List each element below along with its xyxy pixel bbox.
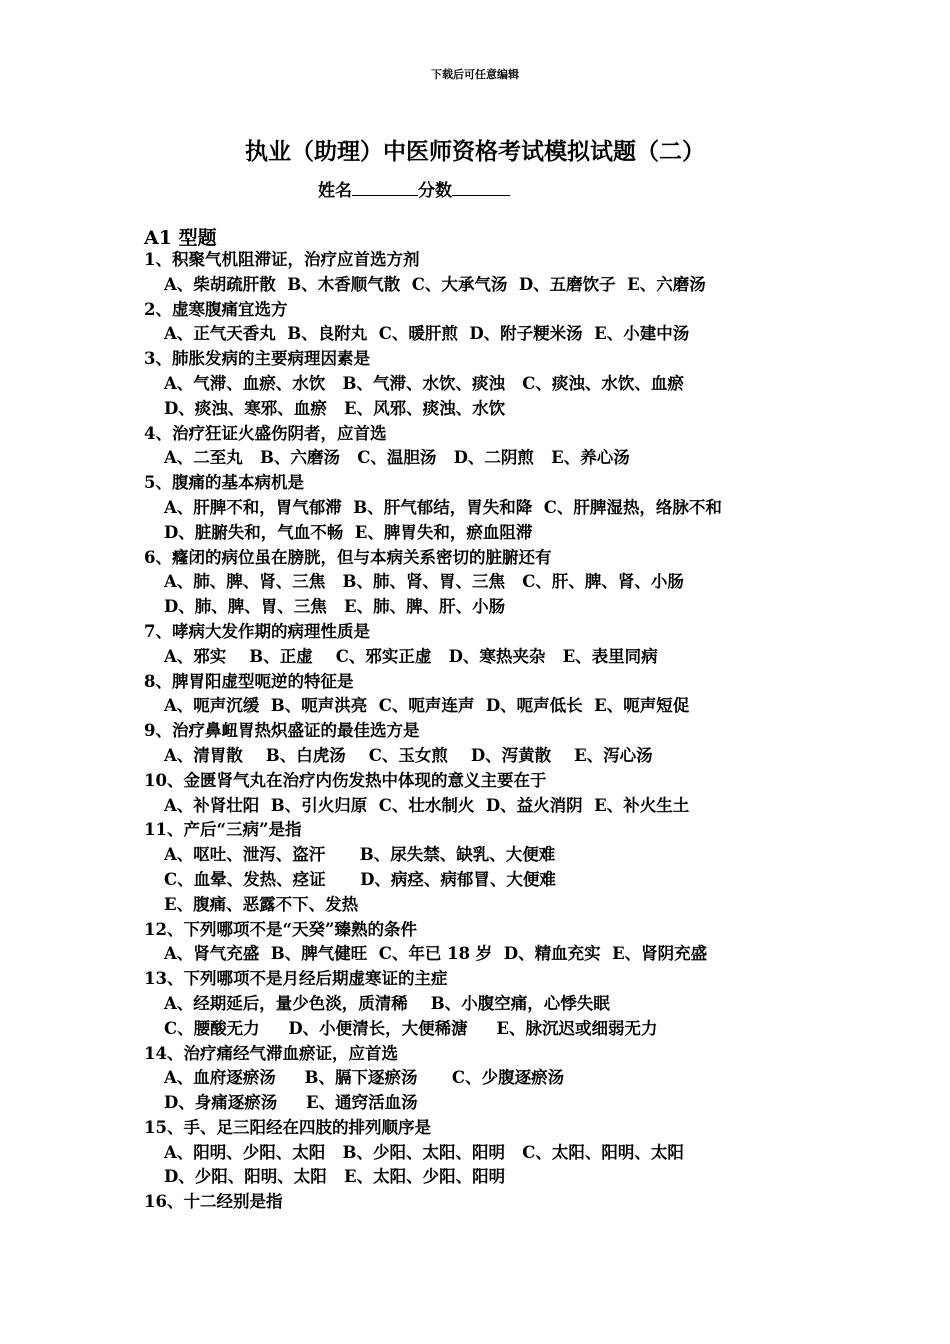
name-label: 姓名: [318, 181, 352, 201]
question-options: D、少阳、阳明、太阳 E、太阳、少阳、阳明: [164, 1167, 506, 1187]
question-options: C、腰酸无力 D、小便清长，大便稀溏 E、脉沉迟或细弱无力: [164, 1018, 658, 1038]
question-options: D、痰浊、寒邪、血瘀 E、风邪、痰浊、水饮: [164, 398, 506, 418]
question-stem: 14、治疗痛经气滞血瘀证，应首选: [144, 1043, 398, 1063]
question-options: C、血晕、发热、痉证 D、病痉、病郁冒、大便难: [164, 869, 556, 889]
question-stem: 5、腹痛的基本病机是: [144, 473, 304, 493]
question-stem: 16、十二经别是指: [144, 1192, 283, 1212]
question-stem: 2、虚寒腹痛宜选方: [144, 299, 288, 319]
question-options: A、二至丸 B、六磨汤 C、温胆汤 D、二阴煎 E、养心汤: [164, 448, 630, 468]
question-options: A、经期延后，量少色淡，质清稀 B、小腹空痛，心悸失眠: [164, 993, 610, 1013]
name-blank[interactable]: [352, 178, 418, 196]
question-options: D、脏腑失和，气血不畅 E、脾胃失和，瘀血阻滞: [164, 522, 533, 542]
question-stem: 8、脾胃阳虚型呃逆的特征是: [144, 671, 354, 691]
question-options: A、肾气充盛 B、脾气健旺 C、年已 18 岁 D、精血充实 E、肾阴充盛: [164, 944, 708, 964]
question-options: A、清胃散 B、白虎汤 C、玉女煎 D、泻黄散 E、泻心汤: [164, 745, 653, 765]
score-label: 分数: [418, 181, 452, 201]
question-options: E、腹痛、恶露不下、发热: [164, 894, 359, 914]
question-options: A、柴胡疏肝散 B、木香顺气散 C、大承气汤 D、五磨饮子 E、六磨汤: [164, 274, 706, 294]
question-stem: 9、治疗鼻衄胃热炽盛证的最佳选方是: [144, 721, 420, 741]
question-options: A、肺、脾、肾、三焦 B、肺、肾、胃、三焦 C、肝、脾、肾、小肠: [164, 572, 684, 592]
name-score-line: [318, 176, 510, 201]
question-options: A、呃声沉缓 B、呃声洪亮 C、呃声连声 D、呃声低长 E、呃声短促: [164, 696, 690, 716]
header-note: 下载后可任意编辑: [431, 68, 519, 81]
question-list: [144, 248, 864, 1215]
question-stem: 13、下列哪项不是月经后期虚寒证的主症: [144, 969, 448, 989]
question-stem: 3、肺胀发病的主要病理因素是: [144, 349, 370, 369]
question-stem: 10、金匮肾气丸在治疗内伤发热中体现的意义主要在于: [144, 770, 547, 790]
question-options: A、血府逐瘀汤 B、膈下逐瘀汤 C、少腹逐瘀汤: [164, 1068, 565, 1088]
question-stem: 4、治疗狂证火盛伤阴者，应首选: [144, 423, 387, 443]
question-options: A、呕吐、泄泻、盗汗 B、尿失禁、缺乳、大便难: [164, 845, 556, 865]
page-title: 执业（助理）中医师资格考试模拟试题（二）: [245, 138, 705, 165]
question-options: A、邪实 B、正虚 C、邪实正虚 D、寒热夹杂 E、表里同病: [164, 646, 658, 666]
question-options: A、正气天香丸 B、良附丸 C、暖肝煎 D、附子粳米汤 E、小建中汤: [164, 324, 690, 344]
question-stem: 1、积聚气机阻滞证，治疗应首选方剂: [144, 250, 420, 269]
question-options: A、气滞、血瘀、水饮 B、气滞、水饮、痰浊 C、痰浊、水饮、血瘀: [164, 373, 684, 393]
question-options: D、身痛逐瘀汤 E、通窍活血汤: [164, 1093, 418, 1113]
section-heading: A1 型题: [144, 227, 217, 249]
question-options: A、补肾壮阳 B、引火归原 C、壮水制火 D、益火消阴 E、补火生土: [164, 795, 690, 815]
question-options: A、阳明、少阳、太阳 B、少阳、太阳、阳明 C、太阳、阳明、太阳: [164, 1142, 684, 1162]
question-stem: 6、癃闭的病位虽在膀胱，但与本病关系密切的脏腑还有: [144, 547, 552, 567]
question-stem: 11、产后“三病”是指: [144, 820, 302, 840]
question-options: A、肝脾不和，胃气郁滞 B、肝气郁结，胃失和降 C、肝脾湿热，络脉不和: [164, 497, 722, 517]
question-stem: 12、下列哪项不是“天癸”臻熟的条件: [144, 919, 417, 939]
question-stem: 7、哮病大发作期的病理性质是: [144, 621, 370, 641]
question-options: D、肺、脾、胃、三焦 E、肺、脾、肝、小肠: [164, 597, 506, 617]
score-blank[interactable]: [452, 178, 510, 196]
question-stem: 15、手、足三阳经在四肢的排列顺序是: [144, 1117, 431, 1137]
